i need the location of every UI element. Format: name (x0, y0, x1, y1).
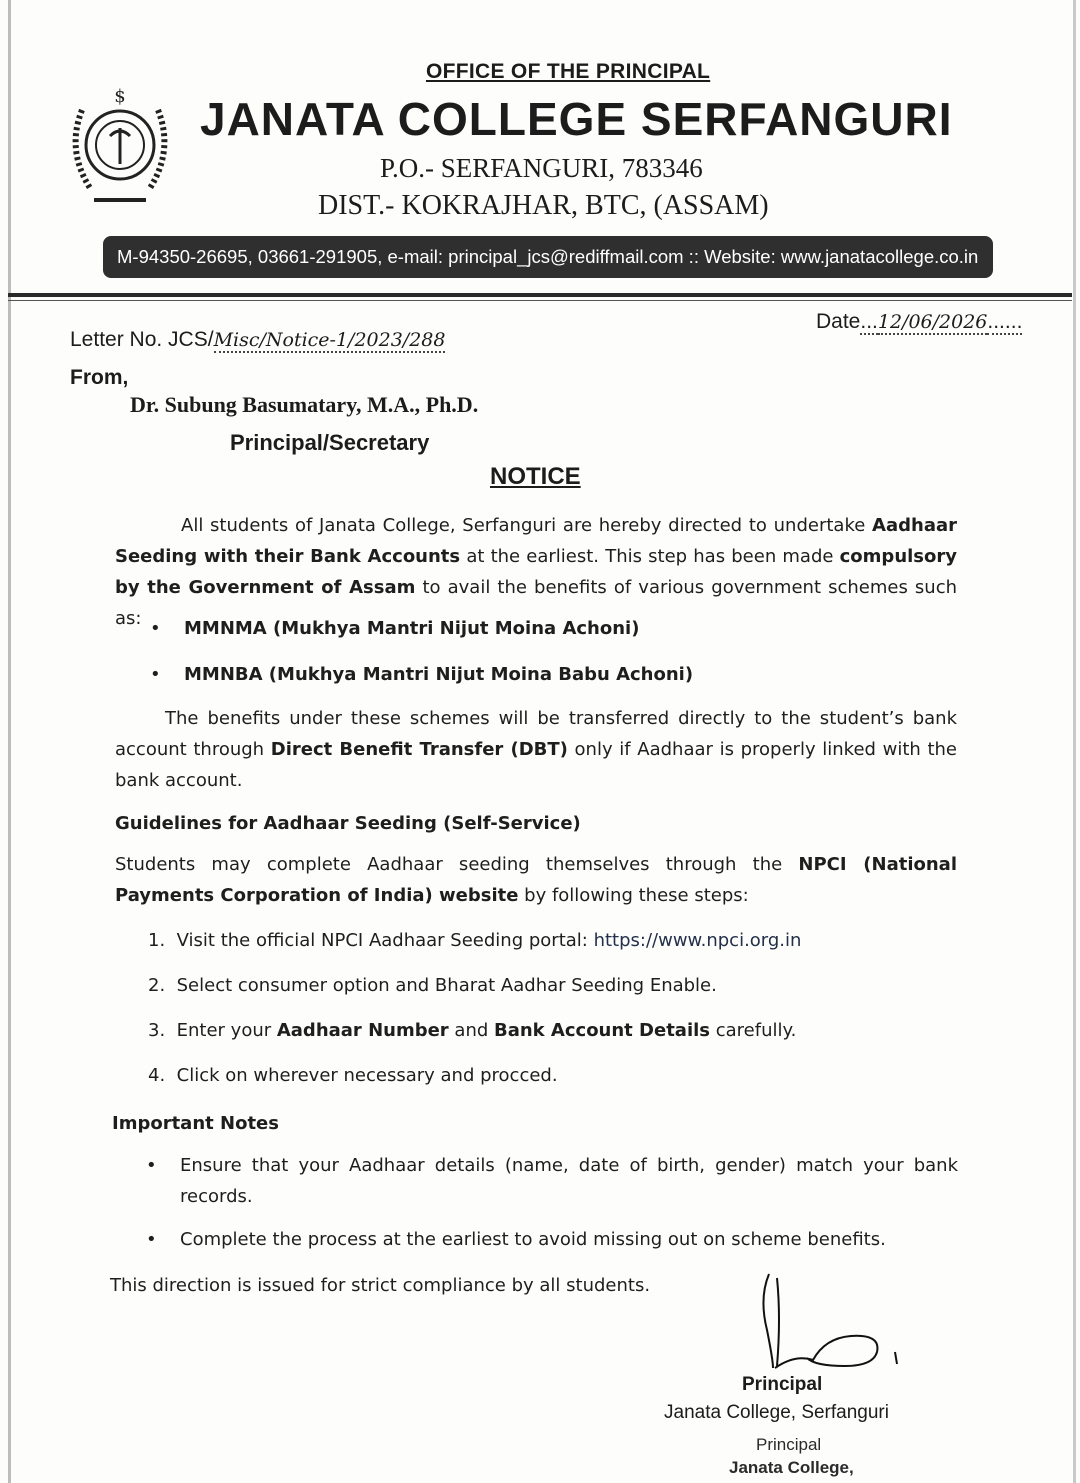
sender-name: Dr. Subung Basumatary, M.A., Ph.D. (130, 392, 479, 417)
intro-paragraph: All students of Janata College, Serfanguri are hereby directed to undertake Aadhaar Seeding with their Bank Accounts at the earliest. This step has been made compulsory by the Government of Assam to avail the benefits of various government schemes such as: (115, 515, 957, 629)
letter-number-label: Letter No. JCS/ (70, 328, 214, 351)
guidelines-heading: Guidelines for Aadhaar Seeding (Self-Service) (115, 813, 581, 834)
contact-bar: M-94350-26695, 03661-291905, e-mail: principal_jcs@rediffmail.com :: Website: www.janatacollege.co.in (103, 236, 993, 278)
scheme-item: • MMNBA (Mukhya Mantri Nijut Moina Babu Achoni) (184, 659, 693, 690)
step-4: 4. Click on wherever necessary and procced. (148, 1065, 558, 1086)
stamp-org: Janata College, (729, 1458, 854, 1477)
step-1: 1. Visit the official NPCI Aadhaar Seeding portal: https://www.npci.org.in (148, 930, 802, 951)
notice-title: NOTICE (490, 463, 581, 490)
stamp-title: Principal (756, 1435, 822, 1454)
benefits-paragraph: The benefits under these schemes will be transferred directly to the student’s bank account through Direct Benefit Transfer (DBT) only if Aadhaar is properly linked with the bank account. (115, 708, 957, 791)
header-rule (8, 293, 1072, 297)
scheme-item: • MMNMA (Mukhya Mantri Nijut Moina Achoni) (184, 613, 639, 644)
sender-designation: Principal/Secretary (230, 430, 430, 455)
guidelines-intro: Students may complete Aadhaar seeding themselves through the NPCI (National Payments Corporation of India) website by following these steps: (115, 854, 958, 906)
district-address: DIST.- KOKRAJHAR, BTC, (ASSAM) (318, 190, 769, 221)
letter-date: Date...12/06/2026...... (816, 310, 1023, 333)
signatory-org: Janata College, Serfanguri (664, 1402, 889, 1423)
page-edge-left (8, 0, 11, 1483)
office-heading: OFFICE OF THE PRINCIPAL (426, 60, 711, 83)
from-label: From, (70, 366, 129, 389)
npci-link[interactable]: https://www.npci.org.in (593, 930, 802, 951)
svg-text:$: $ (114, 86, 126, 107)
closing-line: This direction is issued for strict compliance by all students. (110, 1275, 651, 1296)
letter-number-handwritten: Misc/Notice-1/2023/288 (213, 329, 446, 351)
signatory-title: Principal (742, 1374, 823, 1395)
note-item: • Complete the process at the earliest to avoid missing out on scheme benefits. (180, 1224, 958, 1255)
postal-address: P.O.- SERFANGURI, 783346 (380, 153, 703, 183)
date-label: Date (816, 310, 861, 333)
letter-number (70, 328, 445, 352)
note-item: • Ensure that your Aadhaar details (name, date of birth, gender) match your bank records. (180, 1150, 958, 1212)
college-logo (64, 80, 176, 215)
step-3: 3. Enter your Aadhaar Number and Bank Account Details carefully. (148, 1020, 797, 1041)
college-name: JANATA COLLEGE SERFANGURI (200, 93, 953, 145)
step-2: 2. Select consumer option and Bharat Aadhar Seeding Enable. (148, 975, 717, 996)
principal-signature (755, 1268, 915, 1378)
page-edge-right (1073, 0, 1076, 1483)
notes-heading: Important Notes (112, 1113, 279, 1134)
date-handwritten: 12/06/2026 (877, 311, 988, 333)
header-rule-thin (8, 300, 1072, 301)
